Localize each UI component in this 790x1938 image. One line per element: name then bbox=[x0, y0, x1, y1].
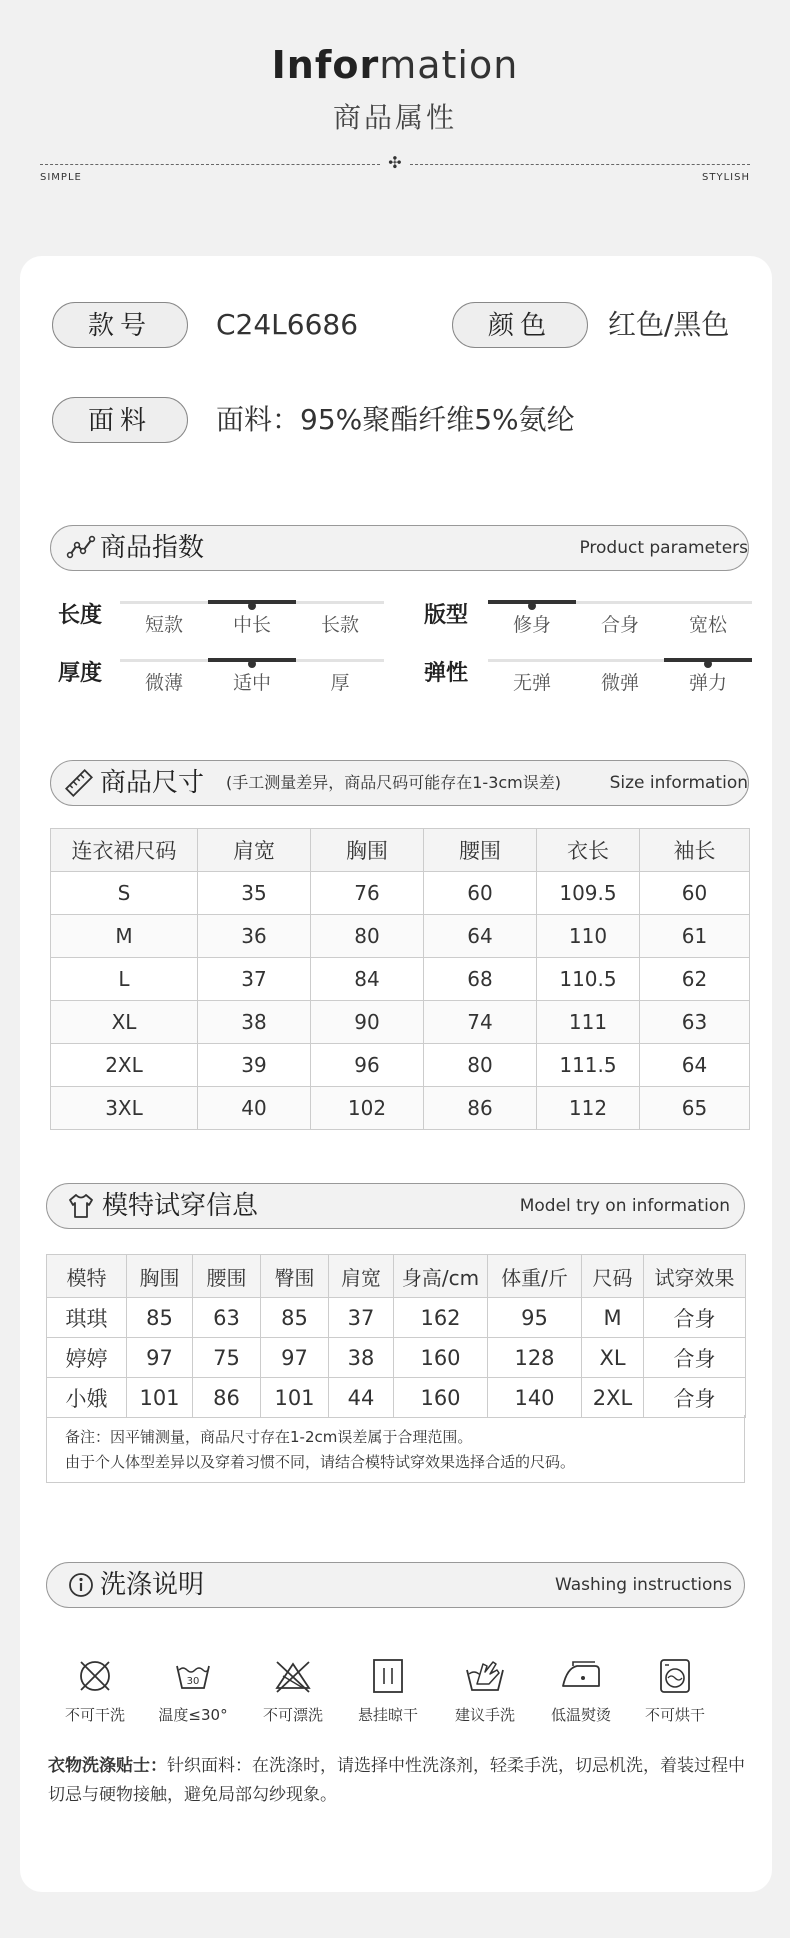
param-scale-marker bbox=[528, 602, 536, 610]
table-row bbox=[51, 1087, 750, 1130]
table-cell: 90 bbox=[311, 1001, 424, 1044]
param-label: 厚度 bbox=[58, 661, 103, 686]
column-header: 袖长 bbox=[640, 829, 750, 872]
table-cell: XL bbox=[582, 1338, 644, 1378]
wash-item-low-iron bbox=[536, 1656, 626, 1725]
table-cell: 63 bbox=[640, 1001, 750, 1044]
hang-dry-icon bbox=[368, 1656, 408, 1696]
table-cell: 110 bbox=[537, 915, 640, 958]
param-option: 厚 bbox=[330, 672, 350, 694]
wash-label: 低温熨烫 bbox=[550, 1706, 611, 1724]
table-cell: 160 bbox=[394, 1338, 488, 1378]
header-subtitle: 商品属性 bbox=[332, 101, 457, 134]
table-cell: 44 bbox=[329, 1378, 394, 1418]
table-cell: S bbox=[51, 872, 198, 915]
param-option: 无弹 bbox=[512, 672, 551, 694]
param-option: 宽松 bbox=[688, 614, 727, 636]
model-note bbox=[46, 1415, 745, 1483]
table-cell: 140 bbox=[488, 1378, 582, 1418]
size-title: 商品尺寸 bbox=[100, 768, 205, 798]
header-right-tag: STYLISH bbox=[702, 172, 750, 183]
fabric-value: 面料：95%聚酯纤维5%氨纶 bbox=[216, 403, 575, 436]
table-cell: 97 bbox=[261, 1338, 329, 1378]
column-header: 肩宽 bbox=[198, 829, 311, 872]
table-cell: 60 bbox=[424, 872, 537, 915]
table-cell: M bbox=[51, 915, 198, 958]
param-label: 版型 bbox=[424, 603, 469, 628]
column-header: 试穿效果 bbox=[644, 1255, 746, 1298]
table-cell: 112 bbox=[537, 1087, 640, 1130]
low-iron-icon bbox=[559, 1656, 603, 1696]
column-header: 连衣裙尺码 bbox=[51, 829, 198, 872]
table-cell: 2XL bbox=[51, 1044, 198, 1087]
column-header: 衣长 bbox=[537, 829, 640, 872]
table-cell: 3XL bbox=[51, 1087, 198, 1130]
model-title-en: Model try on information bbox=[519, 1196, 730, 1216]
table-cell: 109.5 bbox=[537, 872, 640, 915]
table-cell: 96 bbox=[311, 1044, 424, 1087]
table-row bbox=[51, 915, 750, 958]
table-cell: XL bbox=[51, 1001, 198, 1044]
table-cell: 2XL bbox=[582, 1378, 644, 1418]
param-scale-marker bbox=[248, 602, 256, 610]
param-scale-marker bbox=[704, 660, 712, 668]
size-note: (手工测量差异，商品尺码可能存在1-3cm误差) bbox=[226, 773, 562, 792]
wash-item-30 bbox=[148, 1656, 238, 1725]
wash-item-hand-wash bbox=[440, 1656, 530, 1725]
table-cell: 37 bbox=[198, 958, 311, 1001]
no-bleach-icon bbox=[273, 1656, 313, 1696]
info-icon bbox=[66, 1570, 96, 1600]
table-cell: 61 bbox=[640, 915, 750, 958]
column-header: 腰围 bbox=[424, 829, 537, 872]
size-table bbox=[50, 828, 750, 1130]
model-title: 模特试穿信息 bbox=[102, 1191, 259, 1221]
table-row bbox=[47, 1298, 746, 1338]
table-cell: 80 bbox=[424, 1044, 537, 1087]
wash-label: 建议手洗 bbox=[454, 1706, 515, 1724]
table-cell: 合身 bbox=[644, 1338, 746, 1378]
table-cell: 合身 bbox=[644, 1378, 746, 1418]
table-row bbox=[47, 1378, 746, 1418]
wash-temp-number: 30 bbox=[186, 1676, 200, 1687]
table-cell: 95 bbox=[488, 1298, 582, 1338]
column-header: 臀围 bbox=[261, 1255, 329, 1298]
param-scale-marker bbox=[248, 660, 256, 668]
header-divider-left bbox=[40, 164, 380, 165]
table-row bbox=[51, 958, 750, 1001]
table-cell: 74 bbox=[424, 1001, 537, 1044]
tshirt-icon bbox=[66, 1191, 96, 1221]
table-cell: 80 bbox=[311, 915, 424, 958]
param-label: 弹性 bbox=[424, 661, 469, 686]
table-cell: 162 bbox=[394, 1298, 488, 1338]
column-header: 尺码 bbox=[582, 1255, 644, 1298]
header-divider-right bbox=[410, 164, 750, 165]
hand-wash-icon bbox=[463, 1656, 507, 1696]
param-option: 合身 bbox=[600, 614, 639, 636]
table-cell: 85 bbox=[127, 1298, 193, 1338]
table-cell: 160 bbox=[394, 1378, 488, 1418]
table-cell: 85 bbox=[261, 1298, 329, 1338]
table-cell: 37 bbox=[329, 1298, 394, 1338]
table-row bbox=[51, 872, 750, 915]
table-cell: 合身 bbox=[644, 1298, 746, 1338]
wash-label: 温度≤30° bbox=[158, 1706, 228, 1724]
table-cell: 小娥 bbox=[47, 1378, 127, 1418]
wash-label: 悬挂晾干 bbox=[357, 1706, 418, 1724]
table-cell: 128 bbox=[488, 1338, 582, 1378]
column-header: 腰围 bbox=[193, 1255, 261, 1298]
table-cell: 65 bbox=[640, 1087, 750, 1130]
param-label: 长度 bbox=[58, 603, 103, 628]
table-cell: 102 bbox=[311, 1087, 424, 1130]
table-cell: 38 bbox=[329, 1338, 394, 1378]
table-cell: 97 bbox=[127, 1338, 193, 1378]
size-table-header bbox=[51, 829, 750, 872]
wash-item-hang-dry bbox=[343, 1656, 433, 1725]
fabric-label: 面料 bbox=[52, 397, 188, 443]
table-cell: M bbox=[582, 1298, 644, 1338]
table-cell: 111 bbox=[537, 1001, 640, 1044]
table-cell: L bbox=[51, 958, 198, 1001]
wash-title: 洗涤说明 bbox=[100, 1570, 205, 1600]
param-option: 中长 bbox=[232, 614, 271, 636]
style-value: C24L6686 bbox=[216, 308, 359, 341]
wash-tip-label: 衣物洗涤贴士： bbox=[48, 1756, 167, 1776]
column-header: 胸围 bbox=[311, 829, 424, 872]
table-cell: 101 bbox=[127, 1378, 193, 1418]
table-cell: 38 bbox=[198, 1001, 311, 1044]
table-cell: 婷婷 bbox=[47, 1338, 127, 1378]
wash-tip-text: 针织面料：在洗涤时，请选择中性洗涤剂，轻柔手洗，切忌机洗，着装过程中切忌与硬物接触，避免局部勾纱现象。 bbox=[48, 1756, 745, 1805]
table-row bbox=[51, 1001, 750, 1044]
wash-label: 不可干洗 bbox=[64, 1706, 125, 1724]
wash-item-no-tumble-dry bbox=[630, 1656, 720, 1725]
model-table bbox=[46, 1254, 746, 1418]
param-option: 短款 bbox=[144, 614, 183, 636]
table-cell: 101 bbox=[261, 1378, 329, 1418]
cross-icon: ✣ bbox=[388, 153, 402, 172]
table-row bbox=[47, 1338, 746, 1378]
table-cell: 68 bbox=[424, 958, 537, 1001]
column-header: 胸围 bbox=[127, 1255, 193, 1298]
style-label: 款号 bbox=[52, 302, 188, 348]
table-cell: 琪琪 bbox=[47, 1298, 127, 1338]
color-label: 颜色 bbox=[452, 302, 588, 348]
param-option: 修身 bbox=[512, 614, 551, 636]
table-cell: 60 bbox=[640, 872, 750, 915]
column-header: 模特 bbox=[47, 1255, 127, 1298]
param-option: 微薄 bbox=[144, 672, 183, 694]
trend-chart-icon bbox=[66, 533, 96, 563]
no-tumble-dry-icon bbox=[655, 1656, 695, 1696]
table-cell: 64 bbox=[640, 1044, 750, 1087]
table-cell: 84 bbox=[311, 958, 424, 1001]
model-note-line1: 备注：因平铺测量，商品尺寸存在1-2cm误差属于合理范围。 bbox=[65, 1428, 473, 1446]
table-cell: 39 bbox=[198, 1044, 311, 1087]
ruler-icon bbox=[64, 768, 94, 798]
table-cell: 111.5 bbox=[537, 1044, 640, 1087]
column-header: 体重/斤 bbox=[488, 1255, 582, 1298]
table-cell: 62 bbox=[640, 958, 750, 1001]
params-title-en: Product parameters bbox=[579, 538, 748, 558]
model-table-header bbox=[47, 1255, 746, 1298]
table-cell: 35 bbox=[198, 872, 311, 915]
model-note-line2: 由于个人体型差异以及穿着习惯不同，请结合模特试穿效果选择合适的尺码。 bbox=[65, 1453, 576, 1471]
param-option: 适中 bbox=[232, 672, 271, 694]
wash-30-icon bbox=[173, 1656, 213, 1696]
wash-item-no-dry-clean bbox=[50, 1656, 140, 1725]
table-cell: 110.5 bbox=[537, 958, 640, 1001]
no-dry-clean-icon bbox=[75, 1656, 115, 1696]
table-cell: 63 bbox=[193, 1298, 261, 1338]
table-cell: 75 bbox=[193, 1338, 261, 1378]
table-cell: 36 bbox=[198, 915, 311, 958]
wash-label: 不可烘干 bbox=[644, 1706, 705, 1724]
param-option: 微弹 bbox=[600, 672, 639, 694]
table-cell: 86 bbox=[193, 1378, 261, 1418]
header-left-tag: SIMPLE bbox=[40, 172, 82, 183]
color-value: 红色/黑色 bbox=[608, 308, 730, 341]
wash-tip bbox=[48, 1752, 752, 1810]
column-header: 肩宽 bbox=[329, 1255, 394, 1298]
wash-item-no-bleach bbox=[248, 1656, 338, 1725]
table-row bbox=[51, 1044, 750, 1087]
table-cell: 40 bbox=[198, 1087, 311, 1130]
table-cell: 76 bbox=[311, 872, 424, 915]
wash-label: 不可漂洗 bbox=[262, 1706, 323, 1724]
params-title: 商品指数 bbox=[100, 533, 205, 563]
param-option: 长款 bbox=[320, 614, 359, 636]
header-title: Information bbox=[271, 43, 519, 87]
column-header: 身高/cm bbox=[394, 1255, 488, 1298]
wash-title-en: Washing instructions bbox=[554, 1575, 732, 1595]
size-title-en: Size information bbox=[609, 773, 748, 793]
table-cell: 86 bbox=[424, 1087, 537, 1130]
table-cell: 64 bbox=[424, 915, 537, 958]
param-option: 弹力 bbox=[688, 672, 727, 694]
